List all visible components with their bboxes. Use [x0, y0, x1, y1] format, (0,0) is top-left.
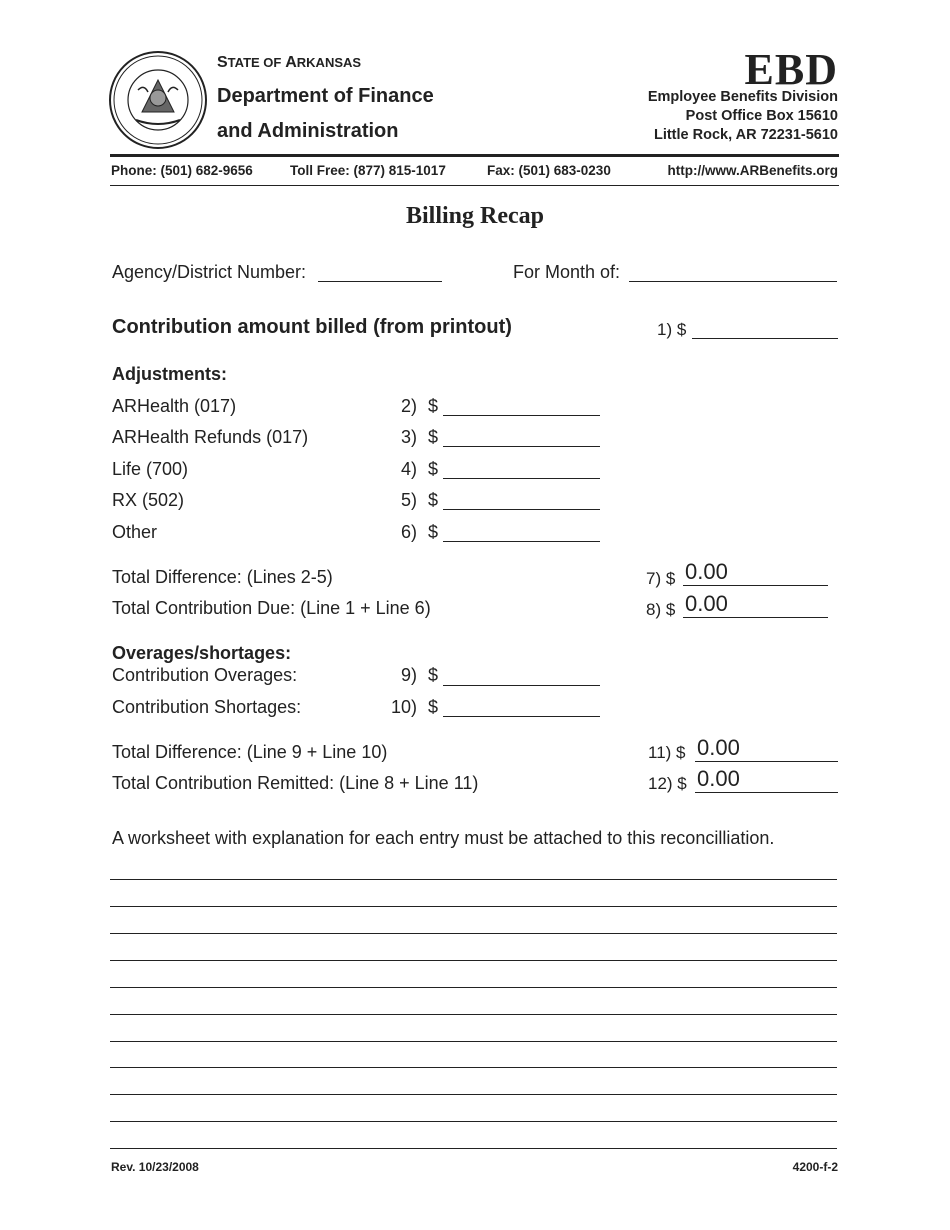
contact-phone: Phone: (501) 682-9656 — [111, 163, 253, 178]
line-12-number: 12) $ — [648, 774, 687, 793]
line-12-value[interactable]: 0.00 — [697, 766, 740, 791]
total-contribution-due-label: Total Contribution Due: (Line 1 + Line 6) — [112, 598, 431, 618]
line-9-number: 9) — [401, 665, 418, 685]
line-4-currency: $ — [428, 459, 439, 479]
adjustments-heading: Adjustments: — [112, 364, 228, 384]
adjustment-label: Other — [112, 522, 158, 542]
line-5-input[interactable] — [443, 509, 600, 510]
line-2-input[interactable] — [443, 415, 600, 416]
adjustment-label: RX (502) — [112, 490, 185, 510]
contact-toll-free: Toll Free: (877) 815-1017 — [290, 163, 446, 178]
overages-heading: Overages/shortages: — [112, 643, 292, 663]
agency-label: Agency/District Number: — [112, 262, 307, 282]
worksheet-note: A worksheet with explanation for each entry must be attached to this reconcilliation. — [112, 828, 775, 848]
department-name-line1: Department of Finance — [217, 85, 434, 107]
adjustment-label: ARHealth Refunds (017) — [112, 427, 309, 447]
line-7-value[interactable]: 0.00 — [685, 559, 728, 584]
line-7-number: 7) $ — [646, 569, 676, 588]
line-9-currency: $ — [428, 665, 439, 685]
department-name-line2: and Administration — [217, 120, 399, 142]
line-11-value[interactable]: 0.00 — [697, 735, 740, 760]
state-seal-icon — [108, 50, 208, 150]
form-number: 4200-f-2 — [792, 1160, 838, 1174]
explanation-line[interactable] — [110, 1067, 837, 1068]
line-9-input[interactable] — [443, 685, 600, 686]
line-11-number: 11) $ — [648, 743, 686, 762]
total-difference-2-label: Total Difference: (Line 9 + Line 10) — [112, 742, 388, 762]
adjustment-label: Life (700) — [112, 459, 189, 479]
line-8-underline — [683, 617, 828, 618]
line-2-currency: $ — [428, 396, 439, 416]
explanation-line[interactable] — [110, 1014, 837, 1015]
page-title: Billing Recap — [405, 203, 544, 229]
line-6-input[interactable] — [443, 541, 600, 542]
line-3-input[interactable] — [443, 446, 600, 447]
contact-fax: Fax: (501) 683-0230 — [487, 163, 611, 178]
line-4-number: 4) — [401, 459, 418, 479]
po-box: Post Office Box 15610 — [685, 108, 838, 124]
line-1-number: 1) $ — [657, 320, 687, 339]
agency-input[interactable] — [318, 281, 442, 282]
shortage-label: Contribution Shortages: — [112, 697, 302, 717]
line-8-value[interactable]: 0.00 — [685, 591, 728, 616]
line-8-number: 8) $ — [646, 600, 676, 619]
header-rule-bottom — [110, 185, 839, 186]
line-3-number: 3) — [401, 427, 418, 447]
division-name: Employee Benefits Division — [647, 89, 838, 105]
total-remitted-label: Total Contribution Remitted: (Line 8 + Line 11) — [112, 773, 479, 793]
city-address: Little Rock, AR 72231-5610 — [653, 127, 838, 143]
line-4-input[interactable] — [443, 478, 600, 479]
line-7-underline — [683, 585, 828, 586]
adjustment-label: ARHealth (017) — [112, 396, 237, 416]
explanation-line[interactable] — [110, 1094, 837, 1095]
contact-website[interactable]: http://www.ARBenefits.org — [667, 163, 838, 178]
explanation-line[interactable] — [110, 987, 837, 988]
contribution-billed-label: Contribution amount billed (from printout) — [112, 316, 512, 338]
line-1-input[interactable] — [692, 338, 838, 339]
ebd-logo: EBD — [744, 45, 838, 94]
explanation-line[interactable] — [110, 879, 837, 880]
line-2-number: 2) — [401, 396, 418, 416]
explanation-line[interactable] — [110, 960, 837, 961]
line-10-number: 10) — [391, 697, 418, 717]
line-3-currency: $ — [428, 427, 439, 447]
month-input[interactable] — [629, 281, 837, 282]
line-6-currency: $ — [428, 522, 439, 542]
line-11-underline — [695, 761, 838, 762]
explanation-line[interactable] — [110, 906, 837, 907]
line-12-underline — [695, 792, 838, 793]
line-6-number: 6) — [401, 522, 418, 542]
month-label: For Month of: — [513, 262, 621, 282]
state-name: STATE OF ARKANSAS — [217, 54, 362, 71]
line-10-input[interactable] — [443, 716, 600, 717]
explanation-line[interactable] — [110, 1041, 837, 1042]
explanation-line[interactable] — [110, 1148, 837, 1149]
overage-label: Contribution Overages: — [112, 665, 298, 685]
revision-date: Rev. 10/23/2008 — [111, 1160, 199, 1174]
total-difference-label: Total Difference: (Lines 2-5) — [112, 567, 333, 587]
line-10-currency: $ — [428, 697, 439, 717]
header-rule-top — [110, 154, 839, 157]
line-5-currency: $ — [428, 490, 439, 510]
explanation-line[interactable] — [110, 933, 837, 934]
explanation-line[interactable] — [110, 1121, 837, 1122]
line-5-number: 5) — [401, 490, 418, 510]
